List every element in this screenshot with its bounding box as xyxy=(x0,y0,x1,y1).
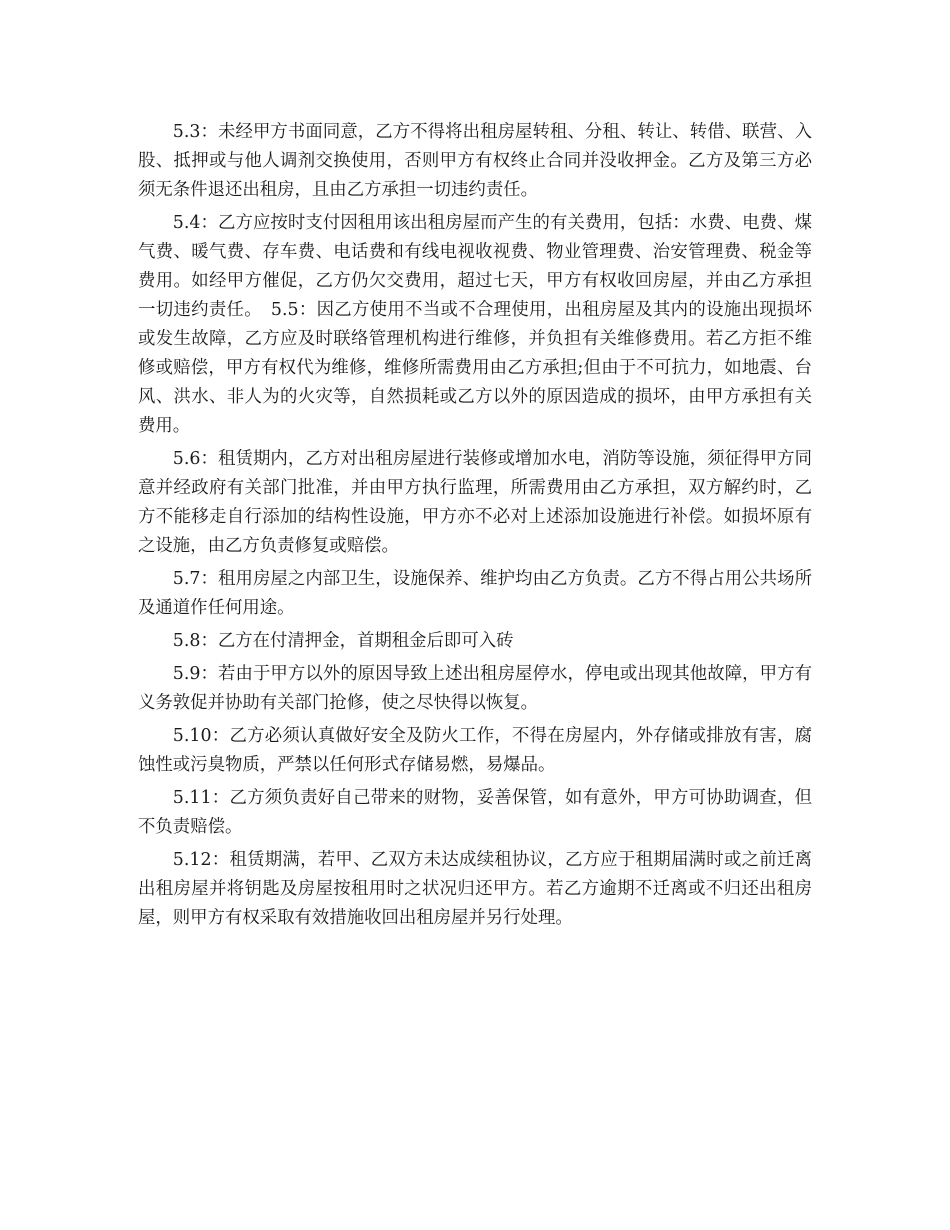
clause-5-8: 5.8：乙方在付清押金，首期租金后即可入砖 xyxy=(172,631,514,651)
clause-5-12: 5.12：租赁期满，若甲、乙双方未达成续租协议，乙方应于租期届满时或之前迁离出租房屋并将钥匙及房屋按租用时之状况归还甲方。若乙方逾期不迁离或不归还出租房屋，则甲方有权采取有效措施收回出租房屋并另行处理。 xyxy=(138,850,812,928)
document-body xyxy=(138,118,812,933)
clause-5-9: 5.9：若由于甲方以外的原因导致上述出租房屋停水，停电或出现其他故障，甲方有义务敦促并协助有关部门抢修，使之尽快得以恢复。 xyxy=(138,664,812,713)
clause-5-4-5-5: 5.4：乙方应按时支付因租用该出租房屋而产生的有关费用，包括：水费、电费、煤气费、暖气费、存车费、电话费和有线电视收视费、物业管理费、治安管理费、税金等费用。如经甲方催促，乙方仍欠交费用，超过七天，甲方有权收回房屋，并由乙方承担一切违约责任。 5.5：因乙方使用不当或不合理使用，出租房屋及其内的设施出现损坏或发生故障，乙方应及时联络管理机构进行维修，并负担有关维修费用。若乙方拒不维修或赔偿，甲方有权代为维修，维修所需费用由乙方承担;但由于不可抗力，如地震、台风、洪水、非人为的火灾等，自然损耗或乙方以外的原因造成的损坏，由甲方承担有关费用。 xyxy=(138,213,812,436)
clause-5-3: 5.3：未经甲方书面同意，乙方不得将出租房屋转租、分租、转让、转借、联营、入股、抵押或与他人调剂交换使用，否则甲方有权终止合同并没收押金。乙方及第三方必须无条件退还出租房，且由乙方承担一切违约责任。 xyxy=(138,122,812,200)
clause-5-11: 5.11：乙方须负责好自己带来的财物，妥善保管，如有意外，甲方可协助调查，但不负责赔偿。 xyxy=(138,788,812,837)
clause-5-6: 5.6：租赁期内，乙方对出租房屋进行装修或增加水电，消防等设施，须征得甲方同意并经政府有关部门批准，并由甲方执行监理，所需费用由乙方承担，双方解约时，乙方不能移走自行添加的结构性设施，甲方亦不必对上述添加设施进行补偿。如损坏原有之设施，由乙方负责修复或赔偿。 xyxy=(138,449,812,556)
clause-5-7: 5.7：租用房屋之内部卫生，设施保养、维护均由乙方负责。乙方不得占用公共场所及通道作任何用途。 xyxy=(138,569,812,618)
clause-5-10: 5.10：乙方必须认真做好安全及防火工作，不得在房屋内，外存储或排放有害，腐蚀性或污臭物质，严禁以任何形式存储易燃，易爆品。 xyxy=(138,726,812,775)
